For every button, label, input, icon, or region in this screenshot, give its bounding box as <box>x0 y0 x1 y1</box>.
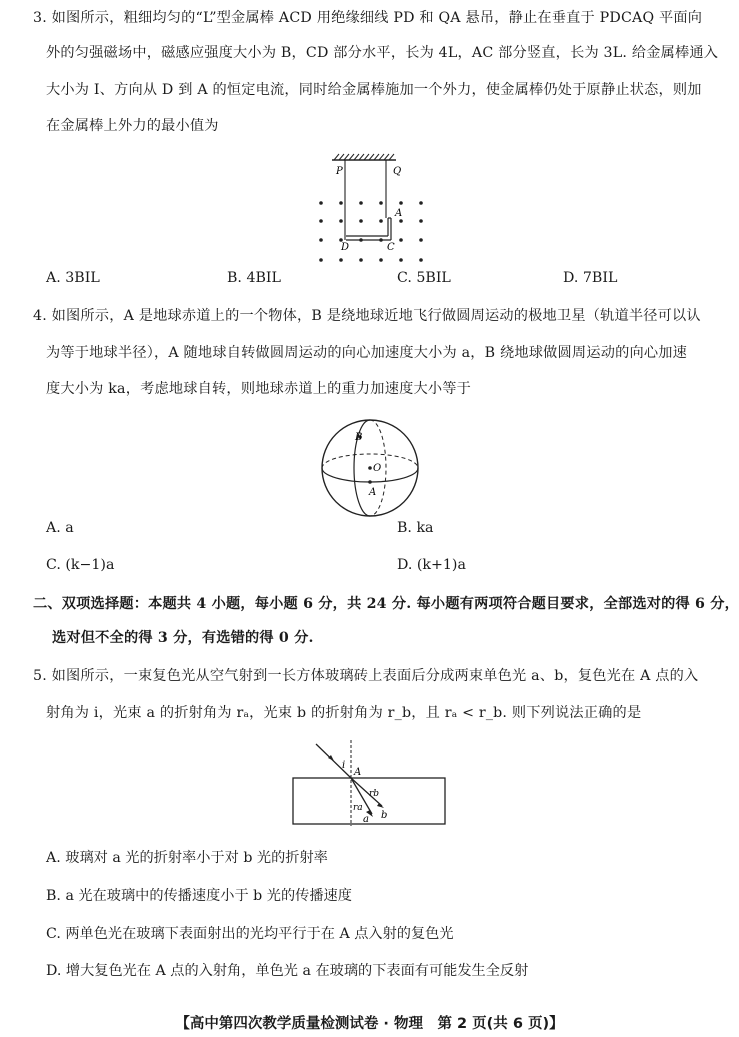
q5-label-a-point: A <box>354 767 362 778</box>
q4-line-1: 4. 如图所示，A 是地球赤道上的一个物体，B 是绕地球近地飞行做圆周运动的极地卫星（轨道半径可以认 <box>33 308 701 324</box>
q5-label-i: i <box>342 760 346 771</box>
q3-option-a: A. 3BIL <box>46 270 100 286</box>
q4-label-b: B <box>355 432 363 443</box>
q3-option-b: B. 4BIL <box>227 270 281 286</box>
q3-option-c: C. 5BIL <box>397 270 451 286</box>
q4-option-b: B. ka <box>397 520 434 536</box>
q3-label-d: D <box>341 242 350 253</box>
q5-label-a-ray: a <box>363 814 369 825</box>
q5-line-2: 射角为 i，光束 a 的折射角为 rₐ，光束 b 的折射角为 r_b，且 rₐ < r_b. 则下列说法正确的是 <box>46 705 642 721</box>
q3-option-d: D. 7BIL <box>563 270 618 286</box>
q5-refraction-figure <box>290 738 450 830</box>
q5-label-rb: rb <box>369 789 380 799</box>
q4-option-a: A. a <box>46 520 74 536</box>
q5-line-1: 5. 如图所示，一束复色光从空气射到一长方体玻璃砖上表面后分成两束单色光 a、b，复色光在 A 点的入 <box>33 668 699 684</box>
q5-option-c: C. 两单色光在玻璃下表面射出的光均平行于在 A 点入射的复色光 <box>46 926 454 942</box>
q3-line-4: 在金属棒上外力的最小值为 <box>46 118 219 134</box>
q4-label-o: O <box>373 463 382 474</box>
q3-label-p: P <box>336 166 343 177</box>
q4-line-3: 度大小为 ka，考虑地球自转，则地球赤道上的重力加速度大小等于 <box>46 381 472 397</box>
section-2-line-1: 二、双项选择题：本题共 4 小题，每小题 6 分，共 24 分. 每小题有两项符合题目要求，全部选对的得 6 分， <box>33 596 739 612</box>
q3-line-2: 外的匀强磁场中，磁感应强度大小为 B，CD 部分水平，长为 4L，AC 部分竖直，长为 3L. 给金属棒通入 <box>46 45 719 61</box>
q4-earth-figure <box>314 412 426 524</box>
q4-option-d: D. (k+1)a <box>397 557 466 573</box>
q3-line-3: 大小为 I、方向从 D 到 A 的恒定电流，同时给金属棒施加一个外力，使金属棒仍处于原静止状态，则加 <box>46 82 702 98</box>
q4-option-c: C. (k−1)a <box>46 557 115 573</box>
q5-option-a: A. 玻璃对 a 光的折射率小于对 b 光的折射率 <box>46 850 328 866</box>
q5-label-b-ray: b <box>381 810 388 821</box>
q3-magnetic-field-figure <box>308 150 438 268</box>
q5-label-ra: ra <box>353 803 363 813</box>
q5-option-b: B. a 光在玻璃中的传播速度小于 b 光的传播速度 <box>46 888 352 904</box>
q5-option-d: D. 增大复色光在 A 点的入射角，单色光 a 在玻璃的下表面有可能发生全反射 <box>46 963 529 979</box>
q4-label-a: A <box>369 487 377 498</box>
q3-line-1: 3. 如图所示，粗细均匀的“L”型金属棒 ACD 用绝缘细线 PD 和 QA 悬吊，静止在垂直于 PDCAQ 平面向 <box>33 10 703 26</box>
q3-label-a: A <box>395 208 403 219</box>
section-2-line-2: 选对但不全的得 3 分，有选错的得 0 分. <box>52 630 314 646</box>
page-footer: 【高中第四次教学质量检测试卷 · 物理 第 2 页(共 6 页)】 <box>175 1016 564 1032</box>
q3-label-c: C <box>387 242 395 253</box>
q3-label-q: Q <box>393 166 402 177</box>
q4-line-2: 为等于地球半径），A 随地球自转做圆周运动的向心加速度大小为 a，B 绕地球做圆周运动的向心加速 <box>46 345 688 361</box>
